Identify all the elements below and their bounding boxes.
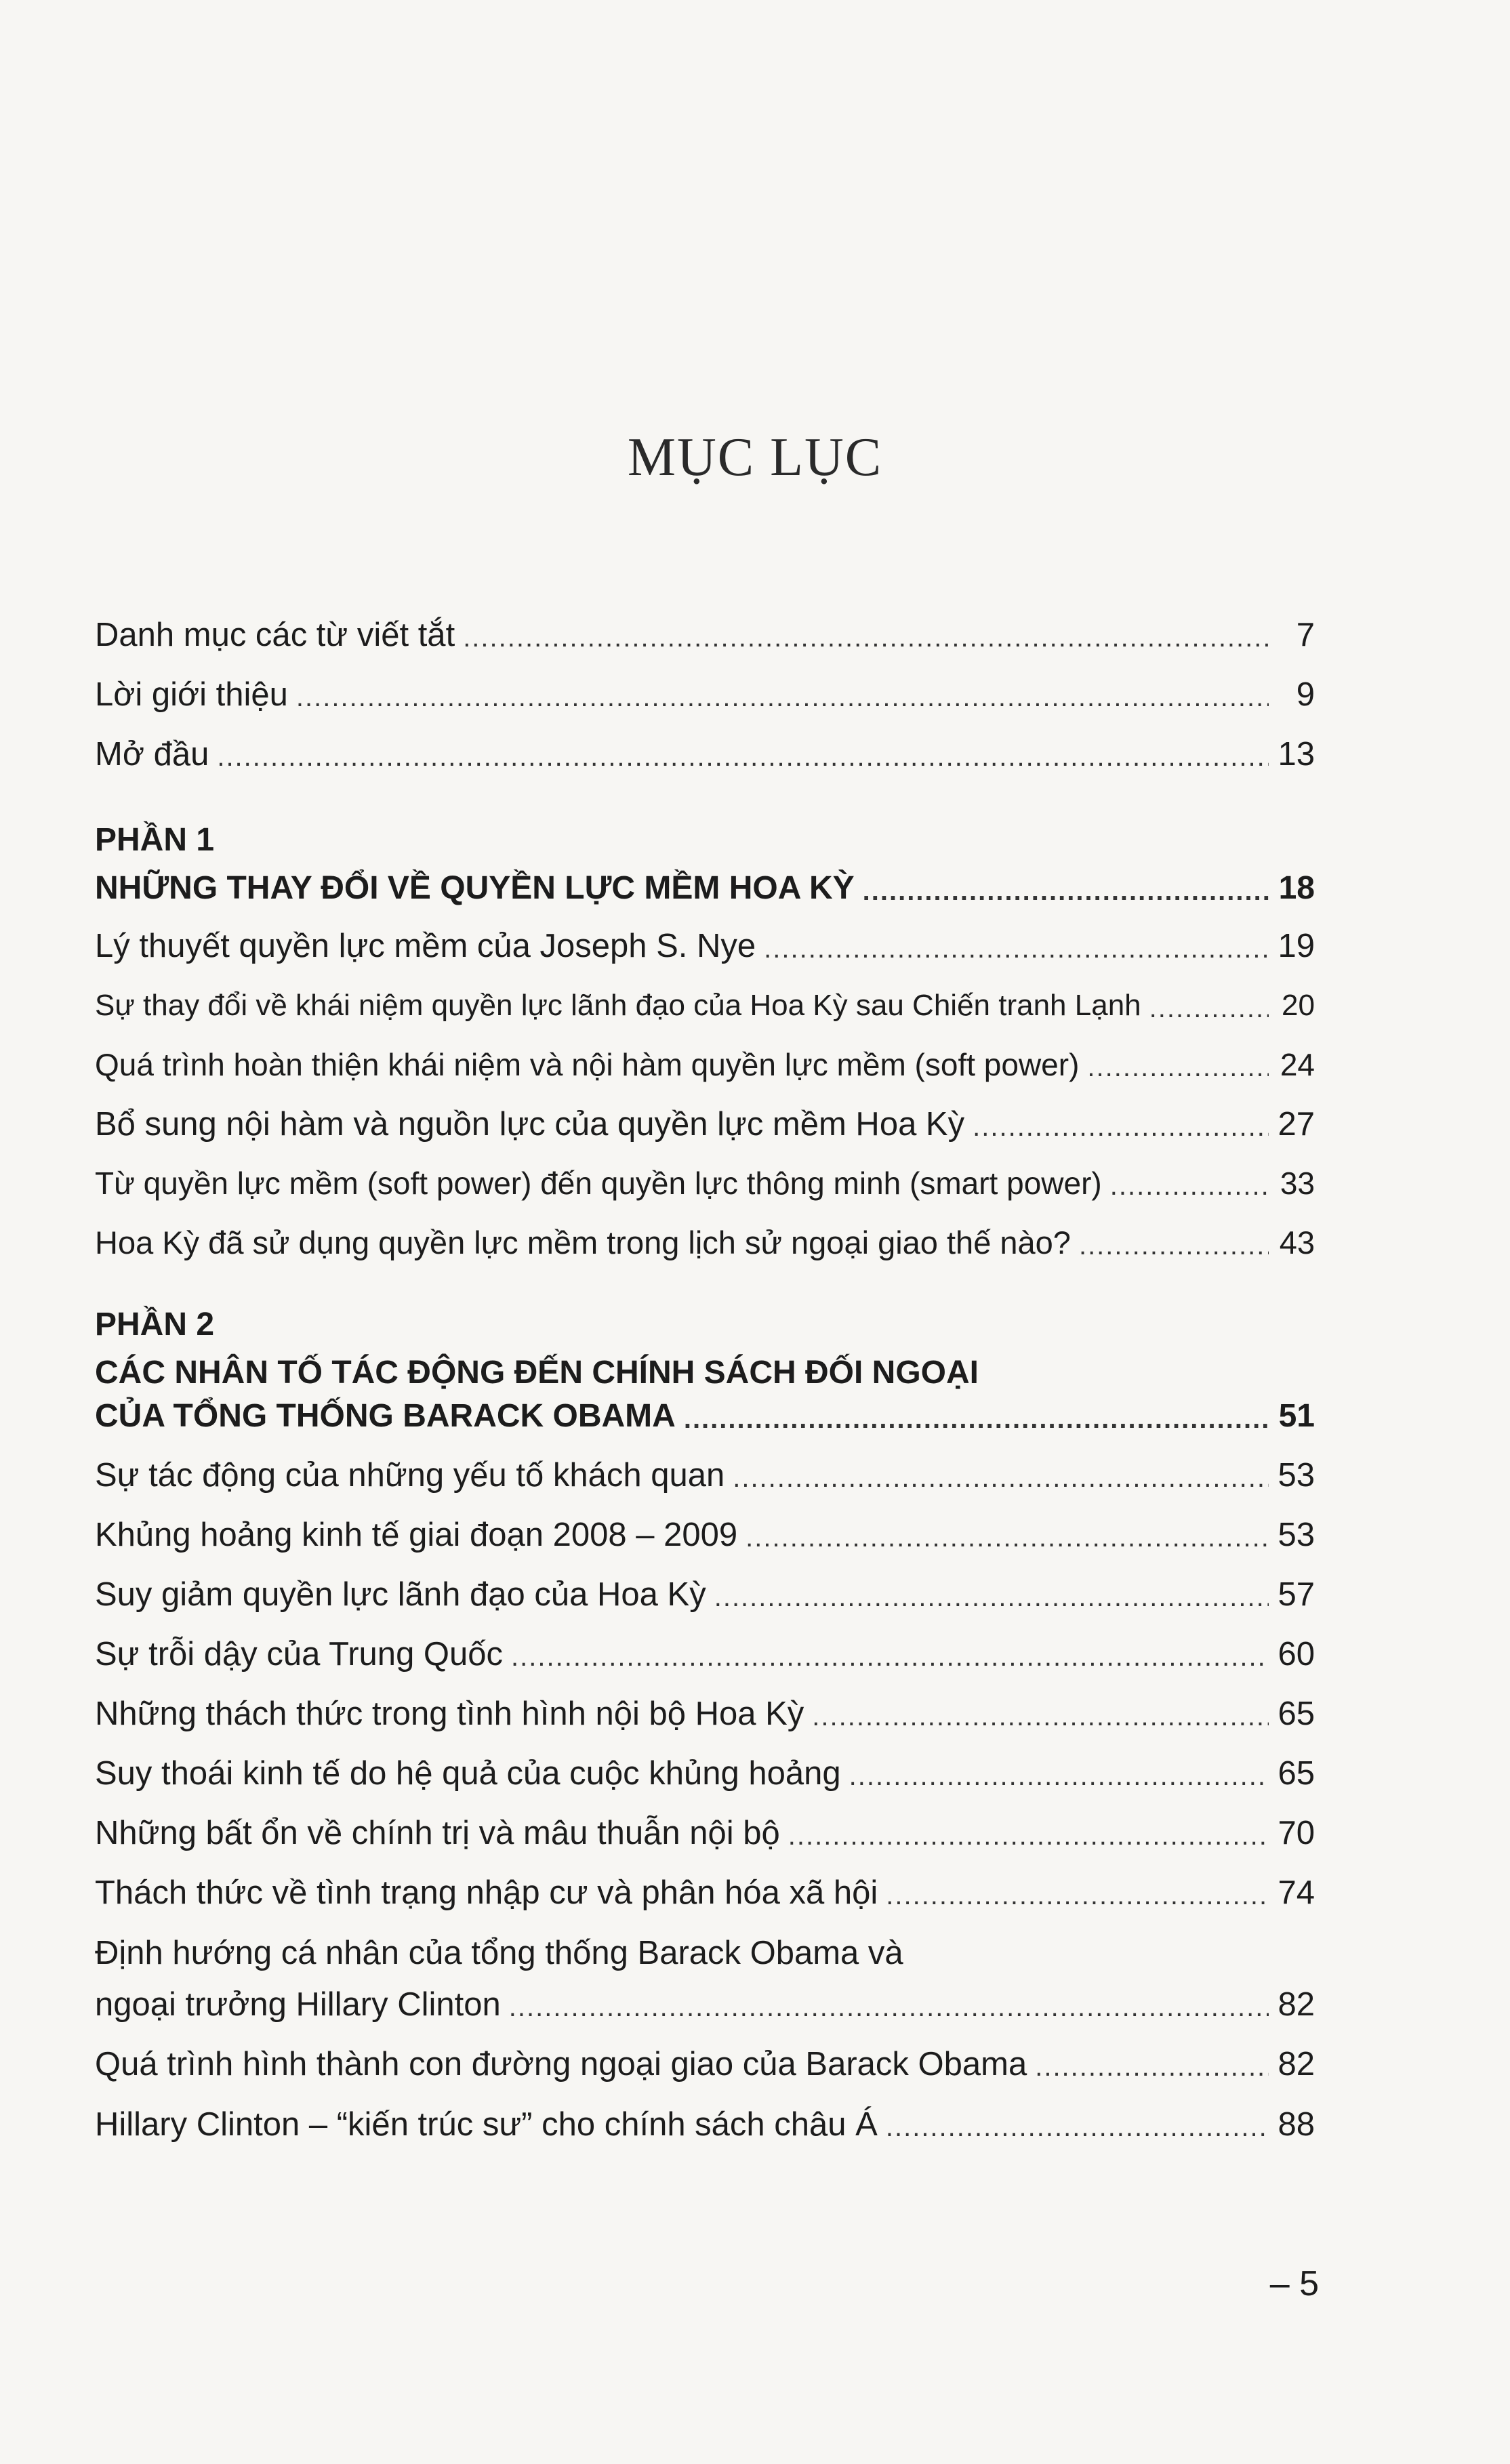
part2-page: 51 bbox=[1278, 1398, 1315, 1434]
orientation-line1: Định hướng cá nhân của tổng thống Barack Obama và bbox=[95, 1935, 903, 1971]
toc-entry[interactable] bbox=[95, 1753, 1315, 1794]
page-title: MỤC LỤC bbox=[627, 428, 883, 487]
toc-entry-label: Sự trỗi dậy của Trung Quốc bbox=[95, 1636, 504, 1672]
dot-leader bbox=[849, 1753, 1269, 1794]
toc-entry[interactable] bbox=[95, 1163, 1315, 1204]
dot-leader bbox=[788, 1813, 1269, 1853]
toc-entry-label: Danh mục các từ viết tắt bbox=[95, 617, 455, 653]
toc-entry-label: Mở đầu bbox=[95, 736, 209, 773]
dot-leader bbox=[509, 1984, 1269, 2025]
toc-entry-page: 57 bbox=[1278, 1576, 1315, 1613]
toc-entry-page: 82 bbox=[1278, 2046, 1315, 2082]
toc-entry[interactable] bbox=[95, 2044, 1315, 2085]
part2-title-line1: CÁC NHÂN TỐ TÁC ĐỘNG ĐẾN CHÍNH SÁCH ĐỐI NGOẠI bbox=[95, 1355, 979, 1391]
toc-entry[interactable] bbox=[95, 1813, 1315, 1853]
toc-entry[interactable] bbox=[95, 2104, 1315, 2145]
orientation-line2: ngoại trưởng Hillary Clinton bbox=[95, 1986, 501, 2023]
toc-entry-label: Suy thoái kinh tế do hệ quả của cuộc khủng hoảng bbox=[95, 1755, 841, 1792]
toc-entry-page: 13 bbox=[1278, 736, 1315, 773]
toc-entry[interactable] bbox=[95, 734, 1315, 775]
toc-entry-page: 53 bbox=[1278, 1517, 1315, 1553]
dot-leader bbox=[1035, 2044, 1269, 2085]
dot-leader bbox=[1087, 1044, 1269, 1085]
toc-entry-page: 82 bbox=[1278, 1986, 1315, 2023]
toc-entry-label: Quá trình hoàn thiện khái niệm và nội hàm quyền lực mềm (soft power) bbox=[95, 1047, 1080, 1082]
page-number: – 5 bbox=[1269, 2264, 1319, 2303]
toc-entry-page: 60 bbox=[1278, 1636, 1315, 1672]
dot-leader bbox=[714, 1574, 1269, 1615]
dot-leader bbox=[812, 1693, 1269, 1734]
toc-entry-page: 9 bbox=[1296, 676, 1315, 713]
toc-entry[interactable] bbox=[95, 674, 1315, 715]
part2-label: PHẦN 2 bbox=[95, 1307, 215, 1342]
dot-leader bbox=[296, 674, 1269, 715]
toc-entry[interactable] bbox=[95, 1872, 1315, 1913]
toc-entry-page: 7 bbox=[1296, 617, 1315, 653]
toc-entry-page: 33 bbox=[1280, 1166, 1315, 1201]
toc-entry[interactable] bbox=[95, 985, 1315, 1026]
dot-leader bbox=[764, 926, 1269, 966]
part1-title-entry[interactable] bbox=[95, 868, 1315, 909]
toc-entry-label: Lời giới thiệu bbox=[95, 676, 288, 713]
toc-entry-label: Những bất ổn về chính trị và mâu thuẫn nội bộ bbox=[95, 1815, 780, 1851]
toc-entry[interactable] bbox=[95, 1515, 1315, 1555]
toc-entry-page: 20 bbox=[1282, 989, 1315, 1022]
toc-entry[interactable] bbox=[95, 615, 1315, 655]
toc-entry-label: Sự thay đổi về khái niệm quyền lực lãnh đạo của Hoa Kỳ sau Chiến tranh Lạnh bbox=[95, 989, 1141, 1022]
dot-leader bbox=[746, 1515, 1269, 1555]
toc-entry-page: 70 bbox=[1278, 1815, 1315, 1851]
dot-leader bbox=[1110, 1163, 1269, 1204]
toc-entry-page: 43 bbox=[1279, 1225, 1315, 1260]
part1-label: PHẦN 1 bbox=[95, 822, 215, 858]
toc-entry[interactable] bbox=[95, 1574, 1315, 1615]
toc-entry-label: Suy giảm quyền lực lãnh đạo của Hoa Kỳ bbox=[95, 1576, 706, 1613]
toc-entry[interactable] bbox=[95, 1693, 1315, 1734]
dot-leader bbox=[973, 1104, 1269, 1145]
part1-title: NHỮNG THAY ĐỔI VỀ QUYỀN LỰC MỀM HOA KỲ bbox=[95, 870, 855, 906]
toc-entry[interactable] bbox=[95, 926, 1315, 966]
dot-leader bbox=[463, 615, 1269, 655]
dot-leader bbox=[886, 2104, 1269, 2145]
toc-entry-label: Quá trình hình thành con đường ngoại giao của Barack Obama bbox=[95, 2046, 1027, 2082]
dot-leader bbox=[684, 1396, 1269, 1437]
toc-entry-label: Khủng hoảng kinh tế giai đoạn 2008 – 2009 bbox=[95, 1517, 738, 1553]
dot-leader bbox=[733, 1455, 1269, 1496]
part1-page: 18 bbox=[1278, 870, 1315, 906]
toc-entry[interactable] bbox=[95, 1634, 1315, 1675]
toc-entry-page: 74 bbox=[1278, 1874, 1315, 1911]
toc-entry[interactable] bbox=[95, 1104, 1315, 1145]
part2-title-entry[interactable] bbox=[95, 1396, 1315, 1437]
toc-entry[interactable] bbox=[95, 1455, 1315, 1496]
dot-leader bbox=[1149, 985, 1269, 1026]
toc-entry-page: 88 bbox=[1278, 2106, 1315, 2143]
toc-entry-page: 53 bbox=[1278, 1457, 1315, 1494]
toc-entry-label: Hillary Clinton – “kiến trúc sư” cho chính sách châu Á bbox=[95, 2106, 878, 2143]
toc-entry-page: 19 bbox=[1278, 928, 1315, 964]
dot-leader bbox=[1079, 1223, 1269, 1263]
dot-leader bbox=[863, 868, 1269, 909]
toc-entry-label: Những thách thức trong tình hình nội bộ Hoa Kỳ bbox=[95, 1696, 804, 1732]
dot-leader bbox=[217, 734, 1269, 775]
toc-entry-label: Thách thức về tình trạng nhập cư và phân hóa xã hội bbox=[95, 1874, 878, 1911]
toc-entry-page: 27 bbox=[1278, 1106, 1315, 1143]
part2-title-line2: CỦA TỔNG THỐNG BARACK OBAMA bbox=[95, 1398, 676, 1434]
toc-entry-label: Hoa Kỳ đã sử dụng quyền lực mềm trong lịch sử ngoại giao thế nào? bbox=[95, 1225, 1071, 1260]
toc-entry-page: 65 bbox=[1278, 1755, 1315, 1792]
toc-entry-page: 65 bbox=[1278, 1696, 1315, 1732]
toc-entry[interactable] bbox=[95, 1984, 1315, 2025]
dot-leader bbox=[886, 1872, 1269, 1913]
toc-entry-label: Lý thuyết quyền lực mềm của Joseph S. Nye bbox=[95, 928, 756, 964]
toc-entry[interactable] bbox=[95, 1223, 1315, 1263]
dot-leader bbox=[511, 1634, 1269, 1675]
toc-entry-page: 24 bbox=[1280, 1047, 1315, 1082]
toc-entry-label: Bổ sung nội hàm và nguồn lực của quyền lực mềm Hoa Kỳ bbox=[95, 1106, 965, 1143]
toc-entry[interactable] bbox=[95, 1044, 1315, 1085]
toc-entry-label: Từ quyền lực mềm (soft power) đến quyền lực thông minh (smart power) bbox=[95, 1166, 1102, 1201]
toc-entry-label: Sự tác động của những yếu tố khách quan bbox=[95, 1457, 725, 1494]
